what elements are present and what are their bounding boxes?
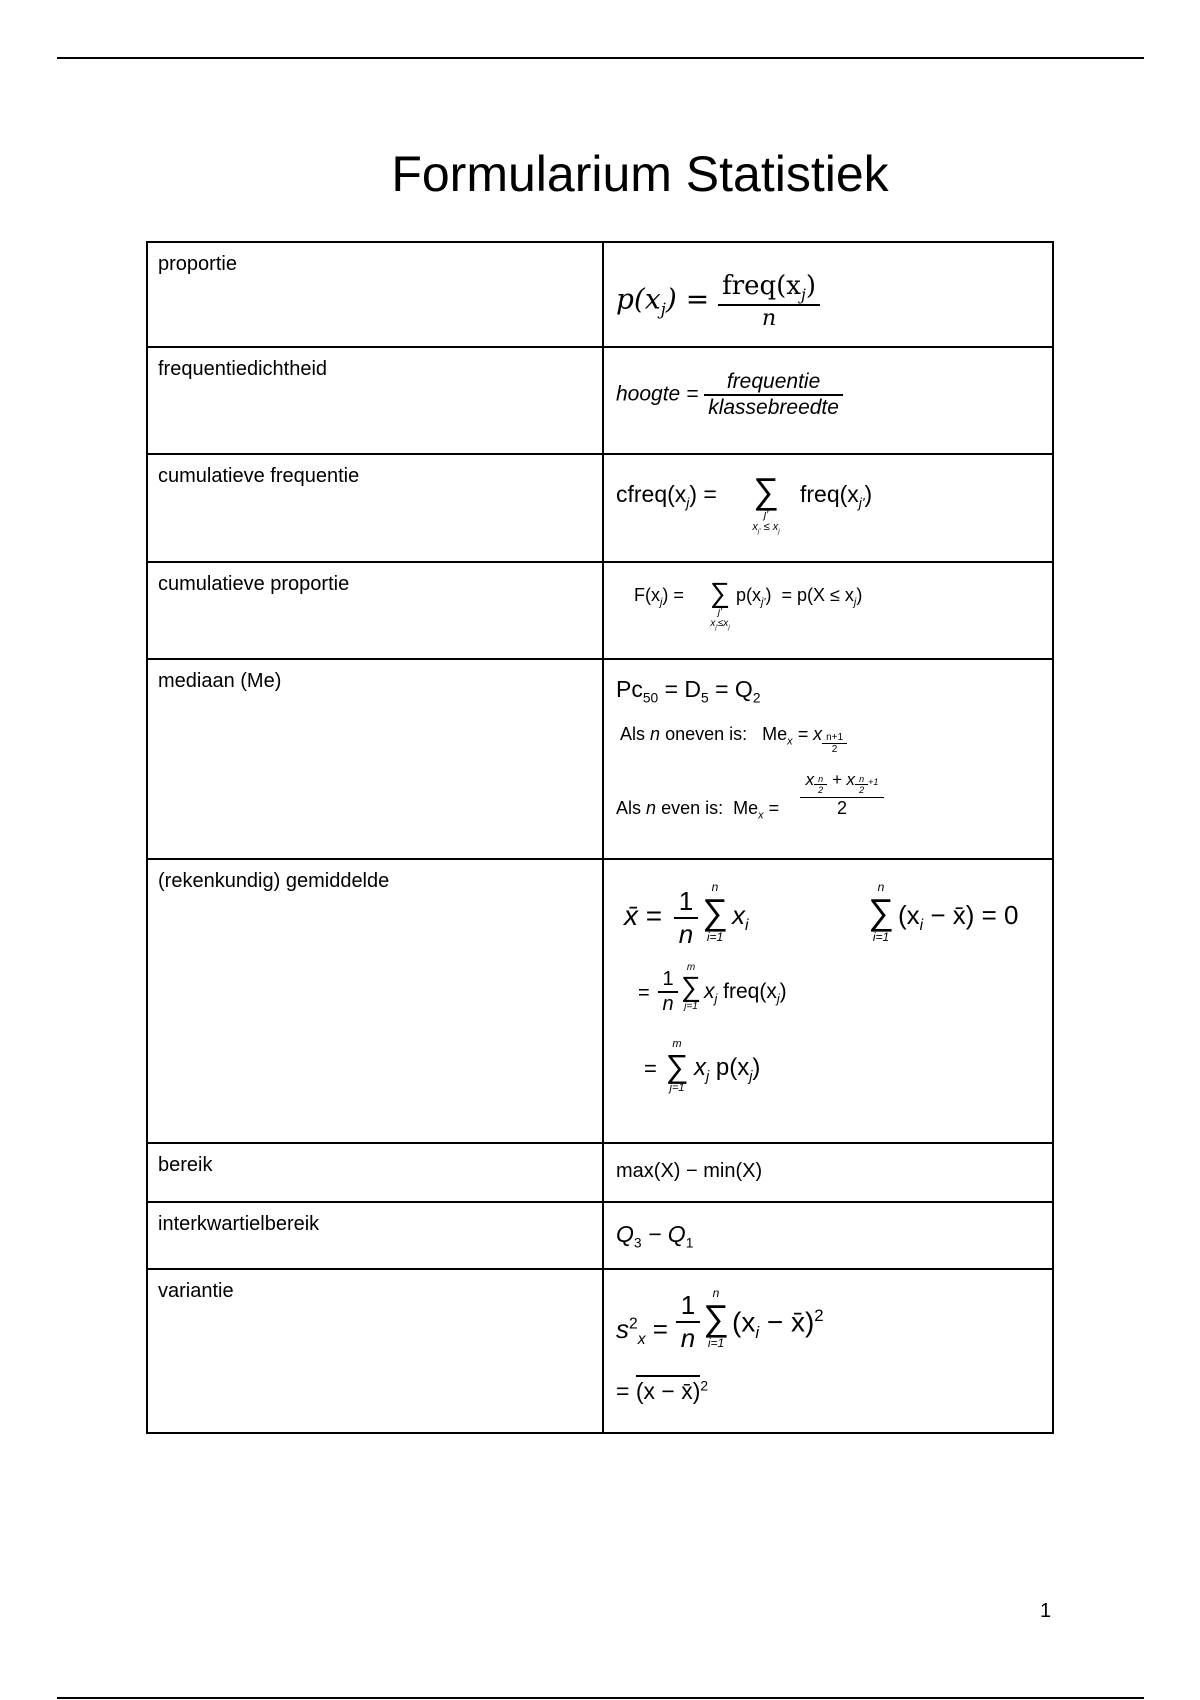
table-row [147, 1269, 1053, 1433]
bereik-formula: max(X) − min(X) [616, 1160, 763, 1182]
fraction: $\frac{n}{2}$ [855, 774, 868, 795]
fraction: $\frac{\text{frequentie}}{\text{klassebreedte}}$ [704, 370, 843, 420]
row-label: cumulatieve proportie [158, 573, 350, 595]
table-row [147, 562, 1053, 659]
table-row [147, 454, 1053, 562]
label-cell [147, 1143, 603, 1202]
formula-table [146, 241, 1054, 1434]
row-label: variantie [158, 1280, 234, 1302]
table-row [147, 347, 1053, 454]
row-label: proportie [158, 253, 237, 275]
label-cell [147, 242, 603, 347]
formula-cell-bereik [603, 1143, 1053, 1202]
formula-cell-mediaan [603, 659, 1053, 859]
fraction: $\frac{n}{2}$ [814, 774, 827, 795]
formula-cell-gemiddelde [603, 859, 1053, 1143]
fraction: $\frac{freq(x_j)}{n}$ [718, 271, 820, 331]
mean-line3-sum: m ∑ j=1 [665, 1038, 689, 1094]
table-row [147, 859, 1053, 1143]
label-cell [147, 347, 603, 454]
mean-line3-term: $x_j$ $p(x_j)$ [694, 1054, 761, 1085]
cum-prop-lhs: $F(x_j)$ = [634, 585, 684, 609]
mean-line2-eq: = [638, 982, 650, 1004]
row-label: mediaan (Me) [158, 670, 282, 692]
var-expr: ($x_i$ − x̄)$^2$ [732, 1306, 824, 1342]
row-label: cumulatieve frequentie [158, 465, 360, 487]
label-cell [147, 859, 603, 1143]
mean-line2-sum: m ∑ j=1 [681, 962, 701, 1012]
deviation-expr: ($x_i$ − x̄) = 0 [898, 900, 1019, 935]
formula-cell-interkwartielbereik [603, 1202, 1053, 1269]
fraction: $\frac{n+1}{2}$ [822, 732, 847, 755]
table-row [147, 1202, 1053, 1269]
mean-line3-eq: = [644, 1056, 657, 1081]
row-label: frequentiedichtheid [158, 358, 328, 380]
page-number: 1 [1040, 1600, 1052, 1622]
formula-cell-cumulatieve-frequentie [603, 454, 1053, 562]
formula-cell-variantie [603, 1269, 1053, 1433]
mediaan-even-frac: x $\frac{n}{2}$ + x $\frac{n}{2}$ +1 2 [800, 770, 884, 819]
mediaan-line1: $Pc_{50} = D_5 = Q_2$ [616, 676, 761, 706]
table-row [147, 242, 1053, 347]
cfreq-formula: $cfreq(x_j)$ = [616, 481, 717, 511]
var-sum: n ∑ i=1 [703, 1286, 729, 1350]
table-row [147, 659, 1053, 859]
cum-prop-rhs: $p(x_{j'}) = p(X \le x_j)$ [736, 585, 863, 609]
mean-sum: n ∑ i=1 [702, 880, 728, 944]
row-label: (rekenkundig) gemiddelde [158, 870, 390, 892]
mediaan-odd: Als n oneven is: $Me_x = x$ $\frac{n+1}{2}$ [620, 724, 847, 755]
iqr-formula: $Q_3 - Q_1$ [616, 1221, 694, 1251]
formula-cell-cumulatieve-proportie [603, 562, 1053, 659]
cfreq-sum: ∑ j' $x_{j'} \le x_j$ [752, 470, 780, 536]
row-label: bereik [158, 1154, 213, 1176]
var-line2: = (x − x̄)$^2$ [616, 1378, 708, 1405]
cum-prop-sum: ∑ j' $x_{j'}\le x_j$ [710, 577, 730, 631]
label-cell [147, 562, 603, 659]
bottom-rule [57, 1697, 1144, 1699]
cfreq-rhs: $freq(x_{j'})$ [800, 481, 873, 511]
mean-term: $x_i$ [732, 900, 749, 935]
label-cell [147, 659, 603, 859]
mean-lhs: x̄ = [624, 900, 663, 931]
row-label: interkwartielbereik [158, 1213, 320, 1235]
var-frac: 1 n [676, 1290, 700, 1354]
mean-frac: 1 n [674, 886, 698, 950]
page-title: Formularium Statistiek [391, 146, 889, 202]
formula-cell-proportie [603, 242, 1053, 347]
mean-line2-term: $x_j$ $freq(x_j)$ [704, 980, 787, 1007]
deviation-sum: n ∑ i=1 [868, 880, 894, 944]
table-row [147, 1143, 1053, 1202]
mean-line2-frac: 1 n [658, 968, 678, 1016]
top-rule [57, 57, 1144, 59]
label-cell [147, 454, 603, 562]
formula-cell-frequentiedichtheid [603, 347, 1053, 454]
proportie-formula: $p(x_j)$ = $\frac{freq(x_j)}{n}$ [616, 271, 820, 331]
mediaan-even-label: Als n even is: $Me_x$ = [616, 798, 780, 822]
frequentiedichtheid-formula: hoogte = $\frac{\text{frequentie}}{\text{klassebreedte}}$ [616, 370, 843, 420]
var-lhs: $s^2_x$ = [616, 1314, 668, 1349]
label-cell [147, 1269, 603, 1433]
label-cell [147, 1202, 603, 1269]
